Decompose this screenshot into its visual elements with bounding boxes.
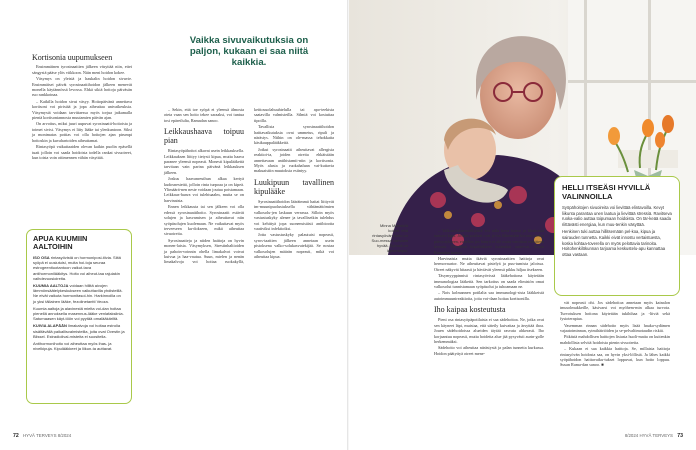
paragraph: – Kukaan ei saa kaikkia haittoja. Se, millaisia haittoja rintasyövän hoidosta saa, on hyvin yksi-löllistä. Ja lähes kaikki syöpähoidon haittavaiku-tukset loppuvat, kun hoito loppuu. Susan Rama-dan sanoo. ■ <box>560 346 670 368</box>
paragraph: Joskus haavanreuthun alkaa kertyä kudosnestettä, jolloin rinta turpoaa ja on kipeä. Ylimäärä-nen neste voidaan joutua poistamaan. Leikkaus-haava voi tulehtuaalm, mutta se on harvinaista. <box>164 176 244 203</box>
paragraph: – Valkosolukasvutekijästä voi tulla kova luissa ja lihaksissa tuntuva kipu. Joskus potilaat ovat jo-tut lähtemään kivuan vuoksi päivystykseen, eten-kin jos hänyä ei ole osatu varoittaa etukäteen kivusta. Tavalliset kipulääkkeet kuitenkin autta-vat, Susan Ramadan kertoo. <box>434 228 544 255</box>
box-title: HELLI ITSEÄSI HYVILLÄ VALINNOILLA <box>562 183 651 201</box>
paragraph: Pitkästä mahdollisen haittojen listasta huoli-matta on kuitenkin mahdollista selvitä hoidoista pienin sivuoireita. <box>560 334 670 345</box>
magazine-name: 8/2024 HYVÄ TERVEYS <box>624 433 673 438</box>
paragraph: Tavallisia syrosinaattihoidon haittavaikutuksia ovat ummetus, ripuli ja närästys. Niihin on ole-massa tehokkaita käsikauppalääkkeitä. <box>254 124 334 146</box>
box-paragraph: Henkinen tuki auttaa hillitsemään pel-koa, kipua ja sairauden tunnetta. Kaikki eivät innostu vertaistuesta, koska kohtaa-toverella on myös pelottavia tarinoita. Hoitohenkilökunnan tarjoama keskustelu-apu kannattaa ottaa vastaan. <box>562 229 666 257</box>
hot-flashes-box <box>26 229 132 404</box>
kortisonia-column <box>32 55 132 161</box>
page-number: 72 <box>13 433 19 439</box>
box-paragraph: KUUMIA AALTOJA voidaan hillitä aivojen lämmönsäätelykeskukseen vaikuttavilla yhdisteillä. Ne eivät vaikuta hormonitasoi-hin. Harkinnoilla on jo yksi tällainen lääke, fezolinetantti Veoza. <box>33 283 123 304</box>
page-number: 73 <box>677 433 683 439</box>
paragraph: Sädehoito voi aiheuttaa närästystä ja palan tunnetta kurkussa. Hoidon päätyttyä oireet mene- <box>434 345 544 356</box>
box-paragraph: Kuumia aaltoja ja alavinestä mielta voi-dan hoitaa pienellä annoksella masennus-lääke venlafaksiinia. Saturnaasen käyt-töön voi pyytää omalääkäriltä. <box>33 305 124 322</box>
paragraph: Jotkut syrosinaatit aiheuttavat allergisia reaktioi-ta, joiden oireita ehkäistään annettavaan antihistamii-niin ja kortisonia. Myös alusta ja ruokahaluan vai-kuttavia makuaistiin muutoksia esiintyy. <box>254 146 334 174</box>
right-column-1 <box>434 228 544 357</box>
self-care-box <box>554 176 680 296</box>
section-heading: Iho kaipaa kosteutusta <box>434 305 506 315</box>
paragraph: – Kaikilla hoidon sivut väsyy. Hoitopäivänä annettava kortisoni voi piristää ja jopa aiheuttaa univaikeuksia. Väsymystä voidaan tarvittaessa myös torjua jatkamalla pientä kortisoniannosta muutamien päivän ajan. <box>32 98 132 121</box>
box-paragraph: Antihormonihoito voi aiheuttaa myös ihas- ja nivelkipuja. Kipulääkkeet ja liikun-ta auttavat. <box>33 341 113 352</box>
paragraph: Vasemman rinnan sädehoito myös lisää hauka-sydämen vajaatoiminnan, rytmihäiriöiden ja se-pelvaltimotaudin riskiä. <box>560 322 670 334</box>
paragraph: Pieni osa rintasyöpäpotilaista ei saa sädehoitoa. Ne, jotka ovat sen käyneet läpi, muistaa, että säteily kuivattaa ja ärsyttää ihoa. Jouen sädehoidoissa alueiden täytää rasvata ahkerasti. Iho korjaantuu nopeasti, mutta hoidetta alue jää pysyvästi aurin-golle herkemmäksi. <box>434 317 544 344</box>
box-title: APUA KUUMIIN AALTOIHIN <box>33 234 88 251</box>
paragraph: Rintasyöpä vaikuttaaiden olevan kaikin puolin epäsellä tuati jolloin voi saada hoidoista todella rankat sivuoireet, kun toista voin ottimennen vähän väsyttää. <box>32 144 132 160</box>
right-footer <box>625 433 686 439</box>
left-footer <box>10 433 71 439</box>
right-column-2 <box>560 300 670 369</box>
right-page <box>348 0 696 450</box>
paragraph: On arvoitus, miksi juuri uupuvat syrosinaatti-hoitoista ja toimet sivist. Väsymys ei liity lääke tai ylenkuntoon. Siksi ja monimatas pottias voi olla hoitojen ajan pirumpi hoitoskin ja kuvahartoiden aiheuttamat. <box>32 121 132 143</box>
paragraph: – Nois kolmannen potilalta saa immunologi-sista lääkkeistä autoimmuunireaktioita, joita voi-daan hoitaa kortisonilla. <box>434 290 544 301</box>
paragraph: Syrosinaatteja ja niiden haittoja on hyvin monen-laisia. Väsymyksen, Strestinhaltioiden ja pahoin-voinnin ohella limakalvot voivat kuivua ja haa-vautua. Suun, mielen ja nenän limakalvoja voi hoitaa ruokakyllä, keittosuolahuuhtelulla tai apo-teekista saatavilla valmisteilla. Silmiä voi kostuttaa tipoilla. <box>164 107 334 265</box>
photo-caption: Minna Mäenkilä kokee, että rintasyövän hoito on Suo-messa vahvaan hyvää. Sylissä on lapsenlapsi. <box>371 223 408 253</box>
paragraph: Ennen leikkausta tai sen jälkeen voi olla edessä syrosinaattihoito. Syrosinaatit estävät solujen ja kasvamisen ja aiheuttavat niin syöpäsolujen kuolemaan. Ne vaikuttavat myös terveeseen ku-dokseen, mikä aiheuttaa sivuoireita. <box>164 204 244 237</box>
paragraph: Harvinaisia mutta ikäviä syrosinaattien haittoja ovat hermovaurior. Ne aiheuttavat pistelyä ja puu-tumista jaloissa. Oireet näkyvät hitaasti ja häviävät yleensä pikku hiljaa itsekseen. <box>434 256 544 272</box>
box-paragraph: Syöpähoitojen sivuoireita voi lievittää elintavoilla. Kevyt liikunta parantaa unen laatua ja lievittää stressiä. Ravitseva ruoka-valio auttaa toipumaan hoidoista. On tär-keää saada riittävästi energiaa, kun muu-tenkin väsyttää. <box>562 205 672 227</box>
paragraph: Väsymys on yleisiä ja haukalin hoidon sivuvie. Ensimmäiset päivät syrosinaattihoidon jälkeen menevät monella käytännössä levossa. Ehkä sikiä hoitoja päiväsän ruo rankkoinaa. <box>32 76 132 98</box>
paragraph: – Sekin, että toe syöpä ei yleensä älmosta oteta vaan sen hoito tekee saraaksi, voi tuntua tosi epäreilulta, Ramadan sanoo. <box>164 107 244 123</box>
page-gutter <box>347 0 349 450</box>
section-heading: Luukipuun tavallinen kipulääke <box>254 177 334 196</box>
paragraph: vät nopeasti ohi. Jos sädehoitoa annetaan myös kainalon imusolmukkeille, käsivarsi voi myöhem-min alkaa turvota. Turvotuksen hoitona käytetään tukihihaa ja -liiviä sekä fysioterapiaa. <box>560 300 670 322</box>
paragraph: Täsymyyppinnisä rintasyövissä lääkehoitona käytetään immunologiaa lääkettä. Sen tarkoitus on saada elimistön omat valkosolut tunnistamaan syöpäsolut ja tuhoamaan ne. <box>434 273 544 290</box>
paragraph: Rintasyöpähoitot alkavat usein leikkauksella. Leikkauksen liittyy tietysti kipua, mutta haava paranee yleensä nopeasti. Monesti kipulääkettä tarvitaan vain parina päivänä leikkauksen jälkeen. <box>164 148 244 175</box>
box-paragraph: ISO OSA rintasyövistä on hormoniposi-tiivia. Siitä syöpä ei uusiutuisi, muita hoi-toja seuraa estrogeenituotantoon vaikut-tava antihormonilääkitys. Hoito voi aiheut-taa rajuiakin vaihdevuosioireita. <box>33 255 121 281</box>
pull-quote: Vaikka sivuvaikutuksia on paljon, kukaan ei saa niitä kaikkia. <box>189 35 309 68</box>
magazine-name: HYVÄ TERVEYS 8/2024 <box>23 433 72 438</box>
paragraph: Ensimmäinen tyrosinaattien jälkeen väsyttää niin, ettei sängystä pääse ylös viikkoon. Näin meni hoidon kokee. <box>32 64 132 75</box>
paragraph: Syrosinaattihoidon lääräimmä haitat liittyvät im-muunipuolustuksella vähtämättömien valkosolu-jen laskuun verrassa. Silloin myös vastustuskyky alenee ja tavallisetkin tulehdus voi kehittyä jopa suonensisäisti antibiootta vaativiksi infektioiksi. <box>254 198 334 231</box>
paragraph: Jotta vastustuskyky palautuisi nopeasti, syros-taattien jälkeen annetaan usein pistoksena valko-solukasvutekijää. Se nostaa valkosolujen määrän nopeasti, mikä voi aiheuttaa kipua. <box>254 232 334 259</box>
kortisonia-title: Kortisonia uupumukseen <box>32 53 113 62</box>
main-column <box>164 107 334 407</box>
box-paragraph: KUIVIA ALAPÄÄN limakalvoja voi hoitaa estrolia sisältävällä paikallisvalmisteilla, joita ovat Ovestin ja Blissel. Estradiolival-misteita ei suositella. <box>33 323 125 339</box>
section-heading: Leikkaushaava toipuu pian <box>164 127 244 146</box>
